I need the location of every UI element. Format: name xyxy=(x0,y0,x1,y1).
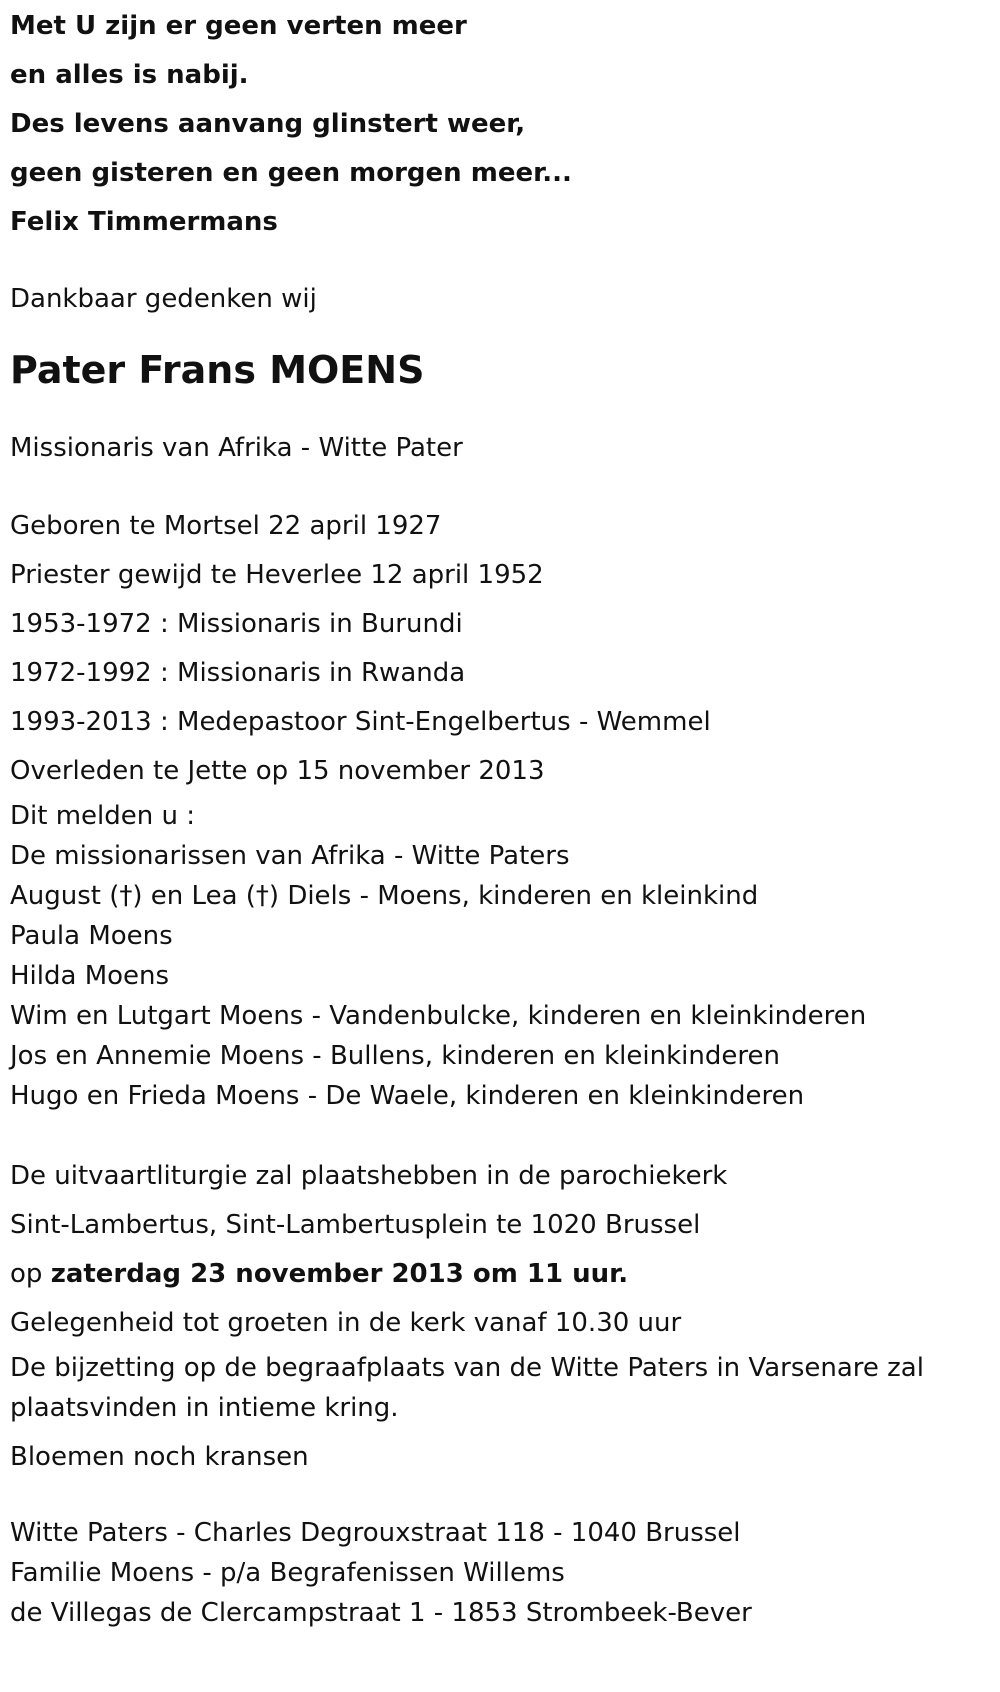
funeral-date xyxy=(10,1250,990,1299)
bio-line: Overleden te Jette op 15 november 2013 xyxy=(10,756,545,786)
announcer-line: Paula Moens xyxy=(10,921,173,951)
flowers-text: Bloemen noch kransen xyxy=(10,1442,309,1472)
greeting-text: Gelegenheid tot groeten in de kerk vanaf 10.30 uur xyxy=(10,1308,682,1338)
address-line: Familie Moens - p/a Begrafenissen Willems xyxy=(10,1558,565,1588)
announcers-heading: Dit melden u : xyxy=(10,801,195,831)
address-line: Witte Paters - Charles Degrouxstraat 118 - 1040 Brussel xyxy=(10,1518,741,1548)
announcer-line: August (†) en Lea (†) Diels - Moens, kinderen en kleinkind xyxy=(10,881,759,911)
funeral-line: Sint-Lambertus, Sint-Lambertusplein te 1020 Brussel xyxy=(10,1210,701,1240)
deceased-name: Pater Frans MOENS xyxy=(10,348,425,392)
biography xyxy=(10,502,990,796)
address-line: de Villegas de Clercampstraat 1 - 1853 Strombeek-Bever xyxy=(10,1598,752,1628)
announcers xyxy=(10,796,990,1116)
poem-line: en alles is nabij. xyxy=(10,60,249,90)
announcer-line: Wim en Lutgart Moens - Vandenbulcke, kinderen en kleinkinderen xyxy=(10,1001,867,1031)
announcer-line: De missionarissen van Afrika - Witte Paters xyxy=(10,841,570,871)
announcer-line: Jos en Annemie Moens - Bullens, kinderen en kleinkinderen xyxy=(10,1041,780,1071)
announcer-line: Hilda Moens xyxy=(10,961,170,991)
role-text: Missionaris van Afrika - Witte Pater xyxy=(10,433,463,463)
poem xyxy=(10,0,990,247)
poem-author: Felix Timmermans xyxy=(10,207,278,237)
intro-text: Dankbaar gedenken wij xyxy=(10,284,317,314)
funeral-date-prefix: op xyxy=(10,1259,51,1289)
bio-line: Geboren te Mortsel 22 april 1927 xyxy=(10,511,442,541)
bio-line: 1993-2013 : Medepastoor Sint-Engelbertus - Wemmel xyxy=(10,707,711,737)
bio-line: 1953-1972 : Missionaris in Burundi xyxy=(10,609,463,639)
funeral-info xyxy=(10,1152,990,1477)
funeral-line: De uitvaartliturgie zal plaatshebben in de parochiekerk xyxy=(10,1161,728,1191)
announcer-line: Hugo en Frieda Moens - De Waele, kinderen en kleinkinderen xyxy=(10,1081,805,1111)
poem-line: geen gisteren en geen morgen meer... xyxy=(10,158,572,188)
funeral-date-bold: zaterdag 23 november 2013 om 11 uur. xyxy=(50,1259,629,1289)
bio-line: 1972-1992 : Missionaris in Rwanda xyxy=(10,658,466,688)
poem-line: Des levens aanvang glinstert weer, xyxy=(10,109,526,139)
poem-line: Met U zijn er geen verten meer xyxy=(10,11,467,41)
burial-text: De bijzetting op de begraafplaats van de Witte Paters in Varsenare zal plaatsvinden in intieme kring. xyxy=(10,1353,924,1423)
addresses xyxy=(10,1513,990,1633)
bio-line: Priester gewijd te Heverlee 12 april 1952 xyxy=(10,560,544,590)
